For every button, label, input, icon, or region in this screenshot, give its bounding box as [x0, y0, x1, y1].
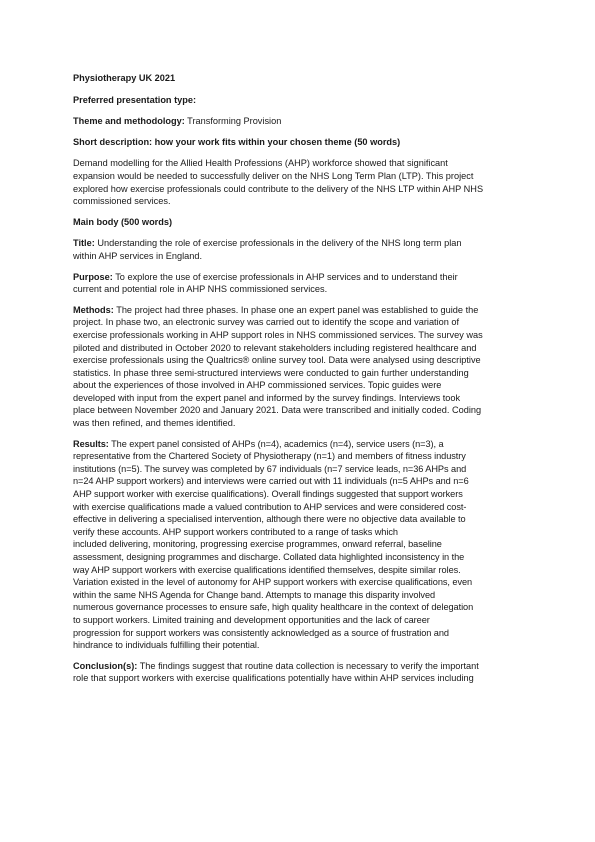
- results-line: included delivering, monitoring, progressing exercise programmes, onward referral, baseline: [73, 539, 442, 550]
- title-line: [73, 237, 525, 250]
- results-label: Results:: [73, 438, 109, 449]
- results-line: verify these accounts. AHP support workers contributed to a range of tasks which: [73, 526, 398, 537]
- theme-line: [73, 115, 525, 128]
- short-description-line: expansion would be needed to successfully deliver on the NHS Long Term Plan (LTP). This project: [73, 170, 474, 181]
- presentation-type-heading: Preferred presentation type:: [73, 94, 197, 105]
- short-description-line: explored how exercise professionals could contribute to the delivery of the NHS LTP within AHP NHS: [73, 183, 484, 194]
- title-text: Understanding the role of exercise professionals in the delivery of the NHS long term plan: [94, 238, 462, 249]
- methods-line: developed with input from the expert panel and informed by the survey findings. Interviews took: [73, 392, 461, 403]
- conclusion-line: role that support workers with exercise qualifications potentially have within AHP services including: [73, 673, 474, 684]
- methods-label: Methods:: [73, 304, 114, 315]
- results-line: Variation existed in the level of autonomy for AHP support workers with exercise qualifications, even: [73, 577, 473, 588]
- theme-label: Theme and methodology:: [73, 116, 185, 127]
- theme-value: Transforming Provision: [184, 116, 282, 127]
- results-line: AHP support worker with exercise qualifications). Overall findings suggested that support workers: [73, 489, 463, 500]
- conclusion-paragraph: [73, 660, 525, 685]
- methods-text: The project had three phases. In phase one an expert panel was established to guide the: [113, 304, 479, 315]
- methods-paragraph: [73, 304, 525, 430]
- results-line: institutions (n=5). The survey was completed by 67 individuals (n=7 service leads, n=36 AHPs and: [73, 463, 467, 474]
- conclusion-text: The findings suggest that routine data collection is necessary to verify the important: [137, 660, 479, 671]
- methods-line: project. In phase two, an electronic survey was carried out to identify the scope and variation of: [73, 317, 460, 328]
- conference-title: Physiotherapy UK 2021: [73, 73, 176, 83]
- methods-line: was then refined, and themes identified.: [73, 418, 236, 429]
- methods-line: piloted and distributed in October 2020 to relevant stakeholders including registered healthcare and: [73, 342, 477, 353]
- purpose-text: To explore the use of exercise professionals in AHP services and to understand their: [112, 271, 458, 282]
- results-line: with exercise qualifications made a valued contribution to AHP services and were considered cost-: [73, 501, 467, 512]
- conclusion-line: [73, 660, 525, 673]
- conclusion-label: Conclusion(s):: [73, 660, 138, 671]
- title-paragraph: [73, 237, 525, 262]
- results-line: [73, 438, 525, 451]
- purpose-line: current and potential role in AHP NHS commissioned services.: [73, 284, 328, 295]
- results-line: hindrance to individuals fulfilling their potential.: [73, 640, 260, 651]
- results-line: assessment, designing programmes and discharge. Collated data highlighted inconsistency in the: [73, 552, 465, 562]
- title-line: within AHP services in England.: [73, 250, 203, 261]
- main-body-heading: Main body (500 words): [73, 216, 173, 227]
- results-line: numerous governance processes to ensure safe, high quality healthcare in the context of delegation: [73, 602, 474, 613]
- methods-line: [73, 304, 525, 317]
- results-line: representative from the Chartered Society of Physiotherapy (n=1) and members of fitness industry: [73, 451, 466, 462]
- methods-line: about the experiences of those involved in AHP commissioned services. Topic guides were: [73, 380, 442, 391]
- short-description-paragraph: [73, 157, 525, 207]
- methods-line: exercise professionals working in AHP support roles in NHS commissioned services. The survey was: [73, 329, 483, 340]
- title-label: Title:: [73, 238, 95, 249]
- purpose-paragraph: [73, 271, 525, 296]
- document-page: [73, 72, 525, 693]
- results-line: effective in delivering a specialised intervention, although there were no objective data available to: [73, 514, 466, 525]
- results-line: progression for support workers was consistently acknowledged as a source of frustration and: [73, 627, 449, 638]
- results-paragraph: [73, 438, 525, 652]
- methods-line: place between November 2020 and January 2021. Data were transcribed and initially coded. Coding: [73, 405, 482, 416]
- short-description-line: Demand modelling for the Allied Health Professions (AHP) workforce showed that significant: [73, 158, 448, 169]
- short-description-heading: Short description: how your work fits within your chosen theme (50 words): [73, 136, 401, 147]
- methods-line: statistics. In phase three semi-structured interviews were conducted to gain further understanding: [73, 367, 469, 378]
- results-line: n=24 AHP support workers) and interviews were carried out with 11 individuals (n=5 AHPs and n=6: [73, 476, 469, 487]
- purpose-line: [73, 271, 525, 284]
- results-text: The expert panel consisted of AHPs (n=4), academics (n=4), service users (n=3), a: [108, 438, 444, 449]
- results-line: within the same NHS Agenda for Change band. Attempts to manage this disparity involved: [73, 589, 436, 600]
- methods-line: exercise professionals using the Qualtrics® online survey tool. Data were analysed using descriptive: [73, 355, 481, 366]
- purpose-label: Purpose:: [73, 271, 113, 282]
- results-line: way AHP support workers with exercise qualifications identified themselves, despite similar roles.: [73, 564, 461, 575]
- short-description-line: commissioned services.: [73, 196, 171, 207]
- results-line: to support workers. Limited training and development opportunities and the lack of career: [73, 614, 430, 625]
